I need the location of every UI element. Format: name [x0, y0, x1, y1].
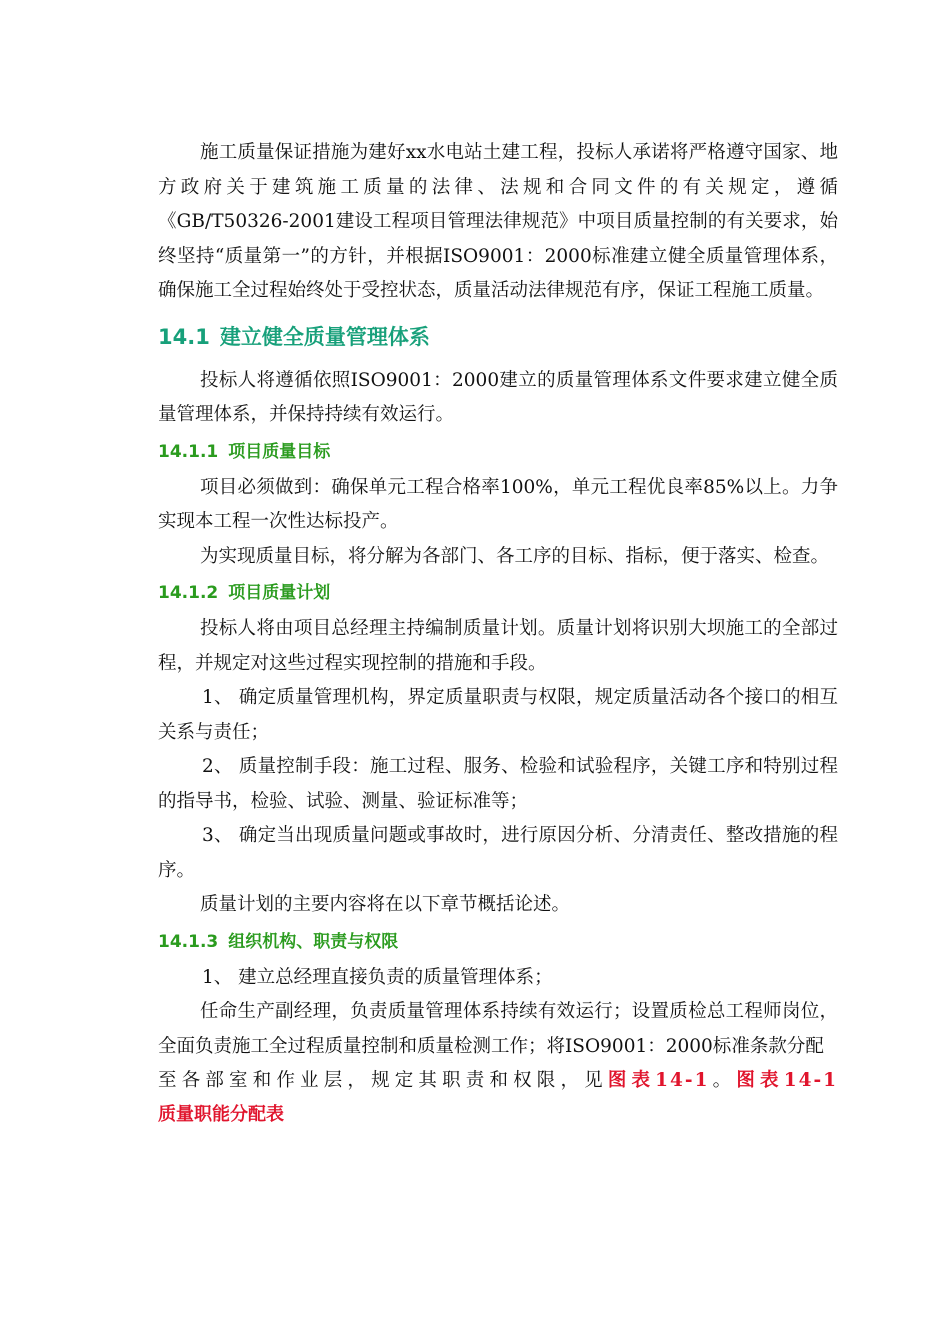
subsection-2-title: 项目质量计划	[228, 583, 331, 603]
subsection-2-number: 14.1.2	[158, 583, 219, 603]
subsection-1-paragraph-2: 为实现质量目标，将分解为各部门、各工序的目标、指标，便于落实、检查。	[200, 545, 830, 567]
subsection-2-paragraph-1: 投标人将由项目总经理主持编制质量计划。质量计划将识别大坝施工的全部过程，并规定对这些过程实现控制的措施和手段。	[158, 618, 838, 674]
section-body-paragraph: 投标人将遵循依照ISO9001：2000建立的质量管理体系文件要求建立健全质量管理体系，并保持持续有效运行。	[158, 369, 838, 425]
list-item: 2、 质量控制手段：施工过程、服务、检验和试验程序，关键工序和特别过程的指导书，检验、试验、测量、验证标准等；	[158, 756, 838, 812]
list-item: 3、 确定当出现质量问题或事故时，进行原因分析、分清责任、整改措施的程序。	[158, 825, 838, 881]
subsection-3-title: 组织机构、职责与权限	[228, 931, 399, 952]
section-title: 建立健全质量管理体系	[219, 324, 430, 349]
intro-paragraph: 施工质量保证措施为建好xx水电站土建工程，投标人承诺将严格遵守国家、地方政府关于建筑施工质量的法律、法规和合同文件的有关规定，遵循《GB/T50326-2001建设工程项目管理法律规范》中项目质量控制的有关要求，始终坚持“质量第一”的方针，并根据ISO9001：2000标准建立健全质量管理体系，确保施工全过程始终处于受控状态，质量活动法律规范有序，保证工程施工质量。	[158, 142, 838, 301]
subsection-2-heading	[158, 578, 838, 608]
list-item: 1、 确定质量管理机构，界定质量职责与权限，规定质量活动各个接口的相互关系与责任；	[158, 687, 838, 743]
reference-sentence: 至各部室和作业层，规定其职责和权限，见	[158, 1070, 608, 1091]
figure-caption-title: 质量职能分配表	[158, 1103, 284, 1125]
document-body	[158, 136, 838, 1131]
subsection-3-number: 14.1.3	[158, 931, 219, 952]
sentence-separator: 。	[709, 1070, 737, 1091]
subsection-3-heading	[158, 927, 838, 957]
subsection-3-paragraph-1: 任命生产副经理，负责质量管理体系持续有效运行；设置质检总工程师岗位，全面负责施工全过程质量控制和质量检测工作；将ISO9001：2000标准条款分配	[158, 1001, 838, 1057]
figure-caption-label: 图表14-1	[736, 1070, 838, 1091]
figure-reference-link[interactable]: 图表14-1	[607, 1070, 710, 1091]
list-item: 1、 建立总经理直接负责的质量管理体系；	[202, 966, 553, 988]
subsection-2-paragraph-2: 质量计划的主要内容将在以下章节概括论述。	[200, 894, 571, 915]
subsection-3-paragraph-2	[158, 1064, 838, 1099]
subsection-1-paragraph-1: 项目必须做到：确保单元工程合格率100%，单元工程优良率85%以上。力争实现本工程一次性达标投产。	[158, 476, 838, 532]
section-heading	[158, 320, 838, 354]
subsection-1-number: 14.1.1	[158, 441, 219, 462]
subsection-1-heading	[158, 437, 838, 467]
subsection-1-title: 项目质量目标	[228, 441, 331, 462]
section-number: 14.1	[158, 324, 210, 349]
